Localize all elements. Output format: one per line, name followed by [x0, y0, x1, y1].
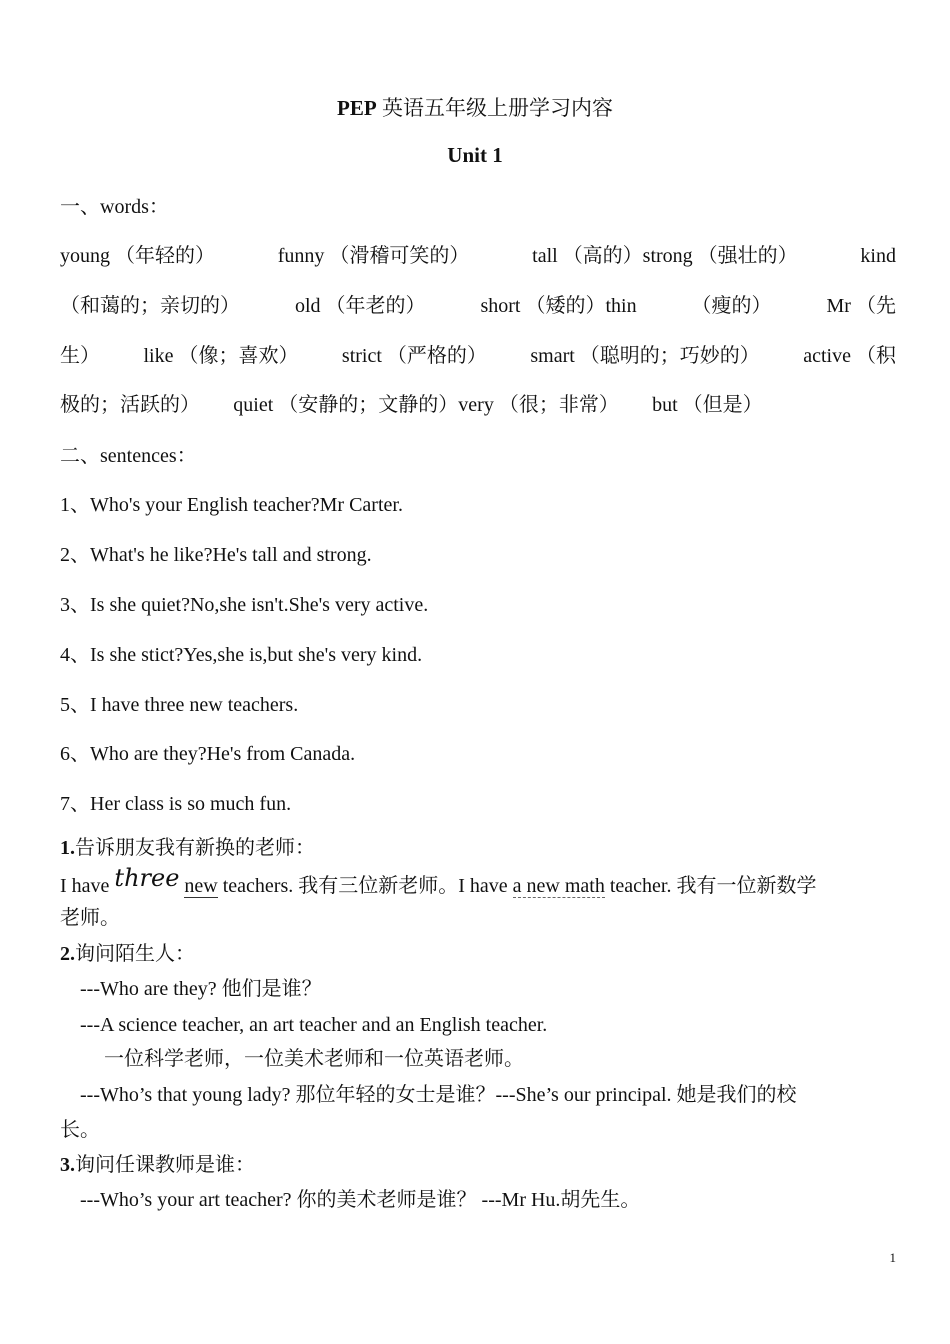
dialog-line: ---Who’s your art teacher? 你的美术老师是谁？ ---Mr Hu.胡先生。 — [80, 1189, 641, 1211]
word-entry: quiet （安静的；文静的）very （很；非常） — [233, 394, 619, 416]
dialog-line: 长。 — [60, 1119, 100, 1141]
word-entry: active （积 — [803, 345, 896, 367]
section-1-line — [60, 864, 817, 898]
sentence-item: 5、I have three new teachers. — [60, 694, 299, 716]
dialog-line: ---Who’s that young lady? 那位年轻的女士是谁？---She’s our principal. 她是我们的校 — [80, 1084, 797, 1106]
words-line-2 — [60, 294, 896, 320]
word-entry: 生） — [60, 345, 100, 367]
word-entry: smart （聪明的；巧妙的） — [530, 345, 760, 367]
words-heading: 一、words： — [60, 196, 169, 218]
text-run: teachers. 我有三位新老师。I have — [217, 875, 513, 897]
word-entry — [796, 393, 896, 419]
section-1-heading — [60, 836, 315, 860]
section-number: 2. — [60, 943, 75, 965]
page-title — [0, 92, 950, 122]
sentence-item: 3、Is she quiet?No,she isn't.She's very active. — [60, 594, 429, 616]
word-entry: kind — [860, 245, 896, 267]
section-1-line-cont: 老师。 — [60, 907, 120, 929]
dialog-line: ---Who are they? 他们是谁？ — [80, 978, 322, 1000]
word-entry: Mr （先 — [826, 295, 896, 317]
section-number: 1. — [60, 837, 75, 859]
text-run: teacher. 我有一位新数学 — [604, 875, 817, 897]
word-entry: （和蔼的；亲切的） — [60, 295, 240, 317]
word-entry: strict （严格的） — [341, 345, 487, 367]
words-line-4 — [60, 393, 896, 419]
section-3-heading — [60, 1153, 255, 1177]
title-bold: PEP — [337, 96, 377, 120]
sentence-item: 7、Her class is so much fun. — [60, 793, 292, 815]
title-rest: 英语五年级上册学习内容 — [376, 96, 613, 120]
sentence-item: 4、Is she stict?Yes,she is,but she's very kind. — [60, 644, 423, 666]
section-2-heading — [60, 942, 195, 966]
word-entry: old （年老的） — [294, 295, 426, 317]
handwritten-word: three — [114, 864, 180, 892]
section-title: 询问陌生人： — [75, 943, 195, 965]
sentence-item: 6、Who are they?He's from Canada. — [60, 743, 356, 765]
word-entry: short （矮的）thin — [480, 295, 637, 317]
word-entry: but （但是） — [652, 394, 763, 416]
dialog-line: ---A science teacher, an art teacher and an English teacher. — [80, 1014, 548, 1036]
word-entry: funny （滑稽可笑的） — [277, 245, 470, 267]
page-number: 1 — [889, 1250, 896, 1265]
words-line-3 — [60, 344, 896, 370]
section-number: 3. — [60, 1154, 75, 1176]
word-entry: tall （高的）strong （强壮的） — [532, 245, 798, 267]
section-title: 告诉朋友我有新换的老师： — [75, 837, 315, 859]
sentence-item: 2、What's he like?He's tall and strong. — [60, 544, 372, 566]
sentences-heading: 二、sentences： — [60, 445, 197, 467]
word-entry: young （年轻的） — [60, 245, 215, 267]
word-entry: （瘦的） — [691, 295, 772, 317]
dialog-line: 一位科学老师，一位美术老师和一位英语老师。 — [104, 1048, 524, 1070]
underlined-word: new — [184, 875, 218, 897]
underlined-phrase: a new math — [512, 875, 605, 897]
section-title: 询问任课教师是谁： — [75, 1154, 255, 1176]
word-entry: 极的；活跃的） — [60, 394, 200, 416]
sentence-item: 1、Who's your English teacher?Mr Carter. — [60, 494, 403, 516]
words-line-1 — [60, 244, 896, 270]
text-run: I have — [60, 875, 115, 897]
unit-heading: Unit 1 — [447, 143, 503, 167]
word-entry: like （像；喜欢） — [143, 345, 299, 367]
